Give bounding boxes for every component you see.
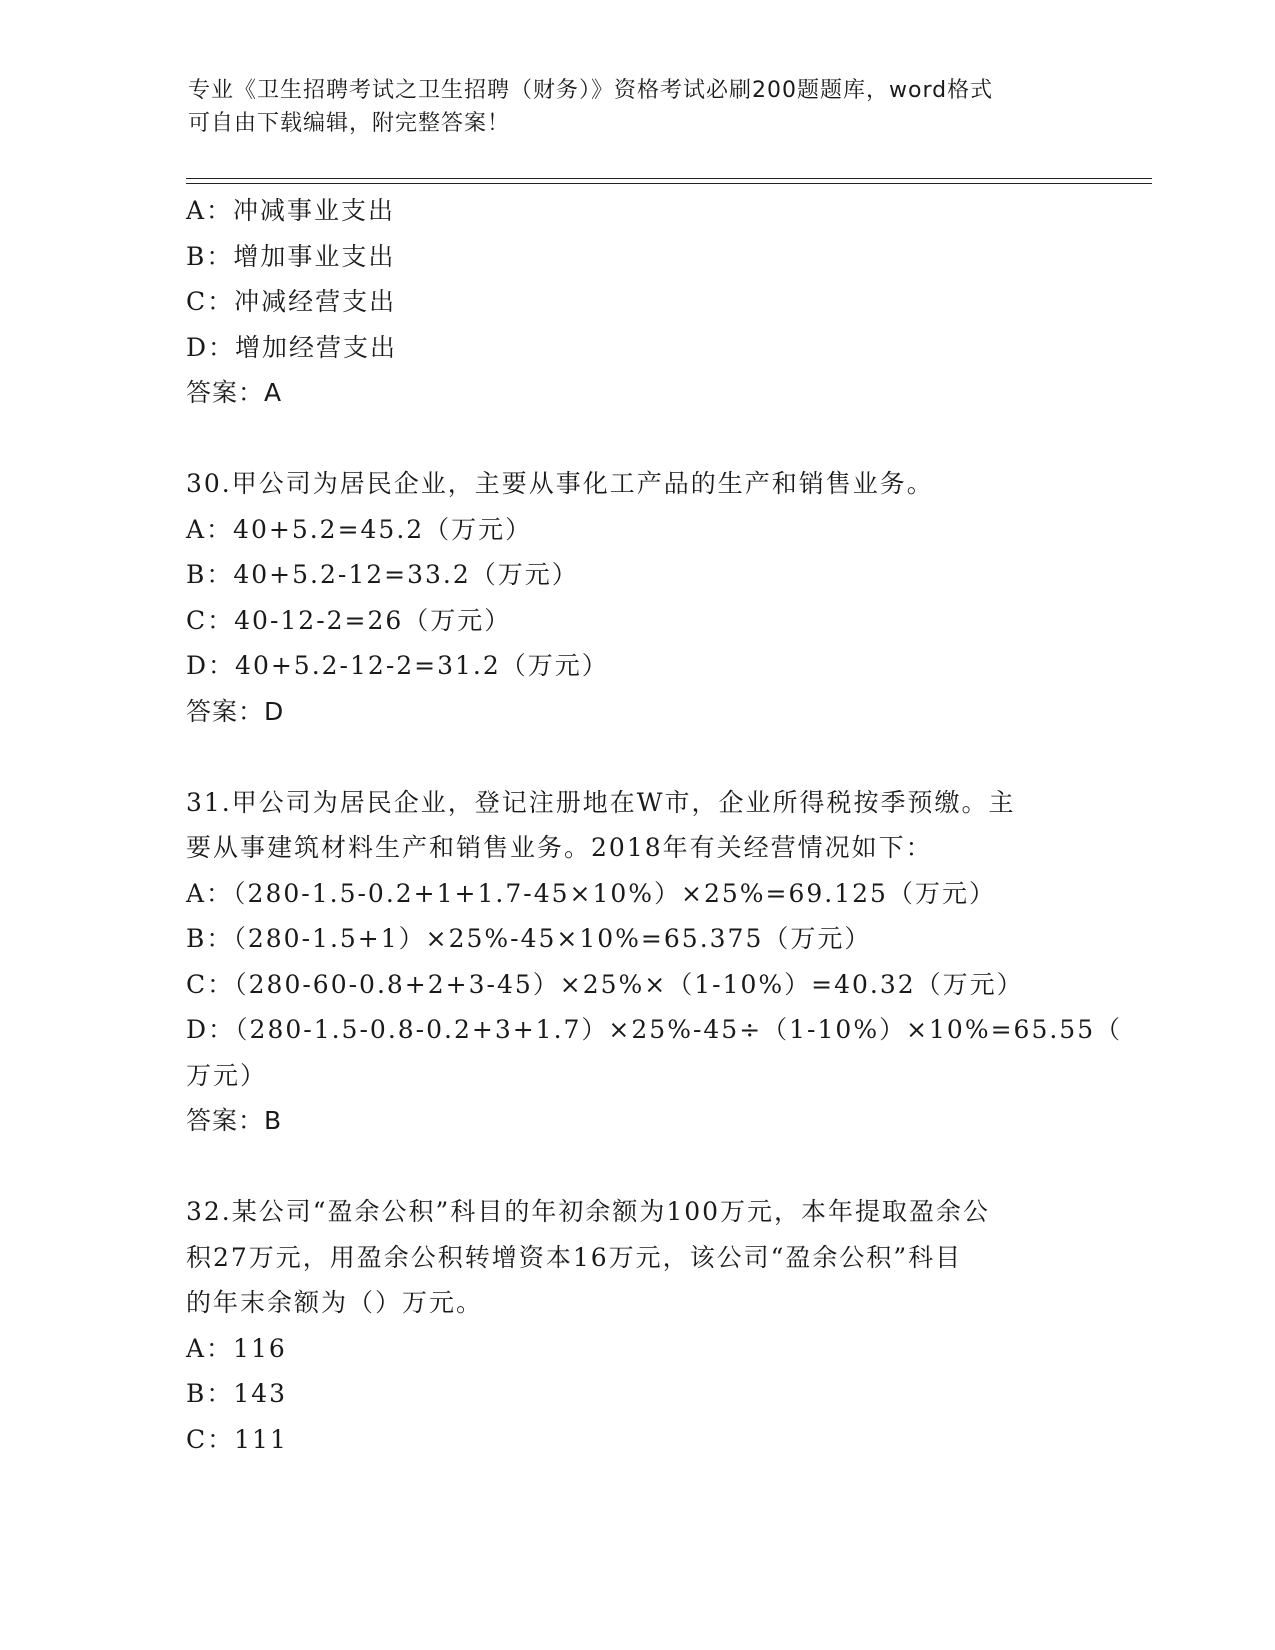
- answer: 答案：A: [186, 378, 283, 407]
- question-stem-line-1: 32.某公司“盈余公积”科目的年初余额为100万元，本年提取盈余公: [186, 1197, 991, 1226]
- option-c: C：40-12-2=26（万元）: [186, 605, 512, 635]
- option-d: D：增加经营支出: [186, 332, 398, 362]
- option-d-line-2: 万元）: [186, 1060, 268, 1090]
- header-rule-bottom: [186, 183, 1152, 184]
- question-32: [186, 1189, 1076, 1462]
- option-a: A：116: [186, 1333, 287, 1363]
- option-c: C：冲减经营支出: [186, 287, 397, 316]
- question-stem-line-2: 要从事建筑材料生产和销售业务。2018年有关经营情况如下：: [186, 833, 933, 862]
- option-b: B：（280-1.5+1）×25%-45×10%=65.375（万元）: [186, 924, 872, 953]
- option-c: C：111: [186, 1424, 288, 1454]
- header-rule-top: [186, 178, 1152, 179]
- option-d-line-1: D：（280-1.5-0.8-0.2+3+1.7）×25%-45÷（1-10%）×10%=65.55（: [186, 1015, 1123, 1044]
- spacer: [186, 734, 1076, 780]
- option-a: A：冲减事业支出: [186, 196, 396, 225]
- option-d: D：40+5.2-12-2=31.2（万元）: [186, 651, 609, 680]
- spacer: [186, 1144, 1076, 1190]
- option-a: A：（280-1.5-0.2+1+1.7-45×10%）×25%=69.125（万元）: [186, 878, 996, 908]
- header-line-1: 专业《卫生招聘考试之卫生招聘（财务）》资格考试必刷200题题库，word格式: [188, 78, 994, 103]
- option-c: C：（280-60-0.8+2+3-45）×25%×（1-10%）=40.32（万元）: [186, 969, 1024, 999]
- spacer: [186, 416, 1076, 462]
- question-stem-line-2: 积27万元，用盈余公积转增资本16万元，该公司“盈余公积”科目: [186, 1242, 963, 1272]
- option-a: A：40+5.2=45.2（万元）: [186, 514, 533, 544]
- question-30: [186, 461, 1076, 734]
- header-line-2: 可自由下载编辑，附完整答案！: [188, 111, 511, 136]
- question-stem: 30.甲公司为居民企业，主要从事化工产品的生产和销售业务。: [186, 469, 934, 498]
- question-stem-line-3: 的年末余额为（）万元。: [186, 1288, 484, 1317]
- option-b: B：143: [186, 1379, 288, 1408]
- document-header: [188, 74, 1068, 140]
- answer: 答案：D: [186, 696, 285, 726]
- option-b: B：40+5.2-12=33.2（万元）: [186, 560, 579, 589]
- question-stem-line-1: 31.甲公司为居民企业，登记注册地在W市，企业所得税按季预缴。主: [186, 787, 1016, 817]
- question-29: [186, 188, 1076, 416]
- document-body: [186, 188, 1123, 1462]
- question-31: [186, 780, 1123, 1144]
- answer: 答案：B: [186, 1106, 283, 1135]
- option-b: B：增加事业支出: [186, 241, 396, 271]
